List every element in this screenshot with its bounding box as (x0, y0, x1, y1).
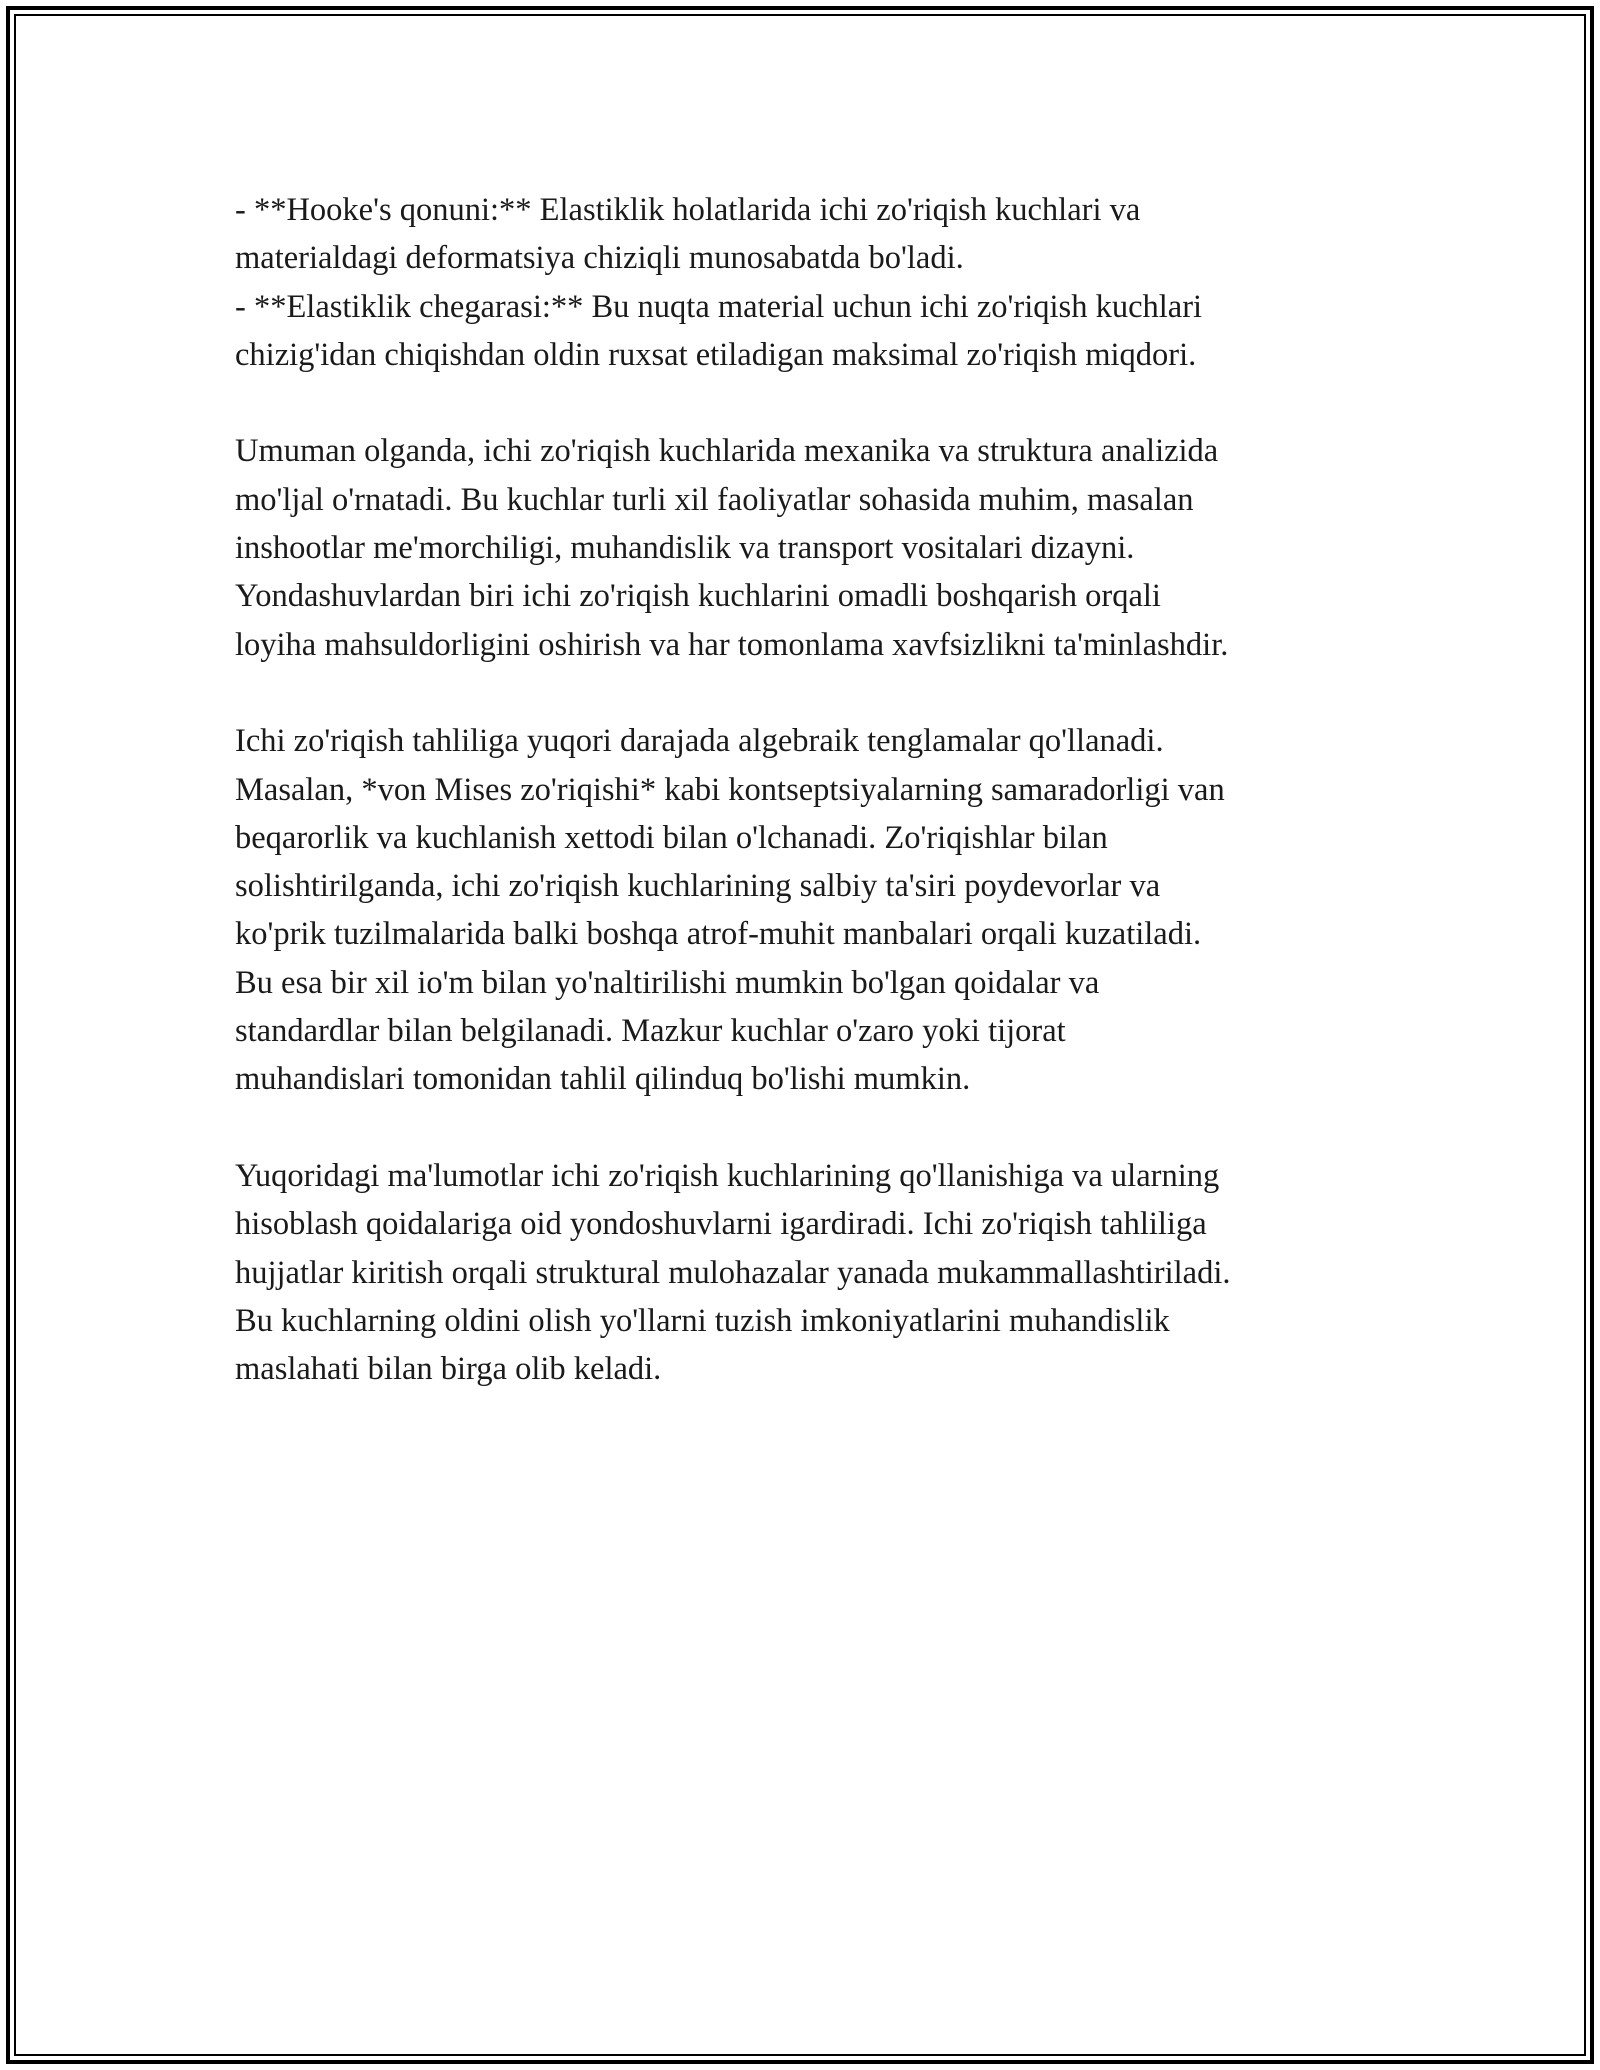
paragraph-conclusion: Yuqoridagi ma'lumotlar ichi zo'riqish kuchlarining qo'llanishiga va ularning hisoblash qoidalariga oid yondoshuvlarni igardiradi. Ichi zo'riqish tahliliga hujjatlar kiritish orqali struktural mulohazalar yanada mukammallashtiriladi. Bu kuchlarning oldini olish yo'llarni tuzish imkoniyatlarini muhandislik maslahati bilan birga olib keladi. (235, 1157, 1231, 1388)
paragraph-definitions: - **Hooke's qonuni:** Elastiklik holatlarida ichi zo'riqish kuchlari va materialdagi deformatsiya chiziqli munosabatda bo'ladi. - **Elastiklik chegarasi:** Bu nuqta material uchun ichi zo'riqish kuchlari chizig'idan chiqishdan oldin ruxsat etiladigan maksimal zo'riqish miqdori. (235, 192, 1203, 373)
document-body (235, 186, 1375, 1393)
paragraph-overview: Umuman olganda, ichi zo'riqish kuchlarida mexanika va struktura analizida mo'ljal o'rnatadi. Bu kuchlar turli xil faoliyatlar sohasida muhim, masalan inshootlar me'morchiligi, muhandislik va transport vositalari dizayni. Yondashuvlardan biri ichi zo'riqish kuchlarini omadli boshqarish orqali loyiha mahsuldorligini oshirish va har tomonlama xavfsizlikni ta'minlashdir. (235, 433, 1229, 663)
paragraph-analysis: Ichi zo'riqish tahliliga yuqori darajada algebraik tenglamalar qo'llanadi. Masalan, *von Mises zo'riqishi* kabi kontseptsiyalarning samaradorligi van beqarorlik va kuchlanish xettodi bilan o'lchanadi. Zo'riqishlar bilan solishtirilganda, ichi zo'riqish kuchlarining salbiy ta'siri poydevorlar va ko'prik tuzilmalarida balki boshqa atrof-muhit manbalari orqali kuzatiladi. Bu esa bir xil io'm bilan yo'naltirilishi mumkin bo'lgan qoidalar va standardlar bilan belgilanadi. Mazkur kuchlar o'zaro yoki tijorat muhandislari tomonidan tahlil qilinduq bo'lishi mumkin. (235, 723, 1225, 1098)
